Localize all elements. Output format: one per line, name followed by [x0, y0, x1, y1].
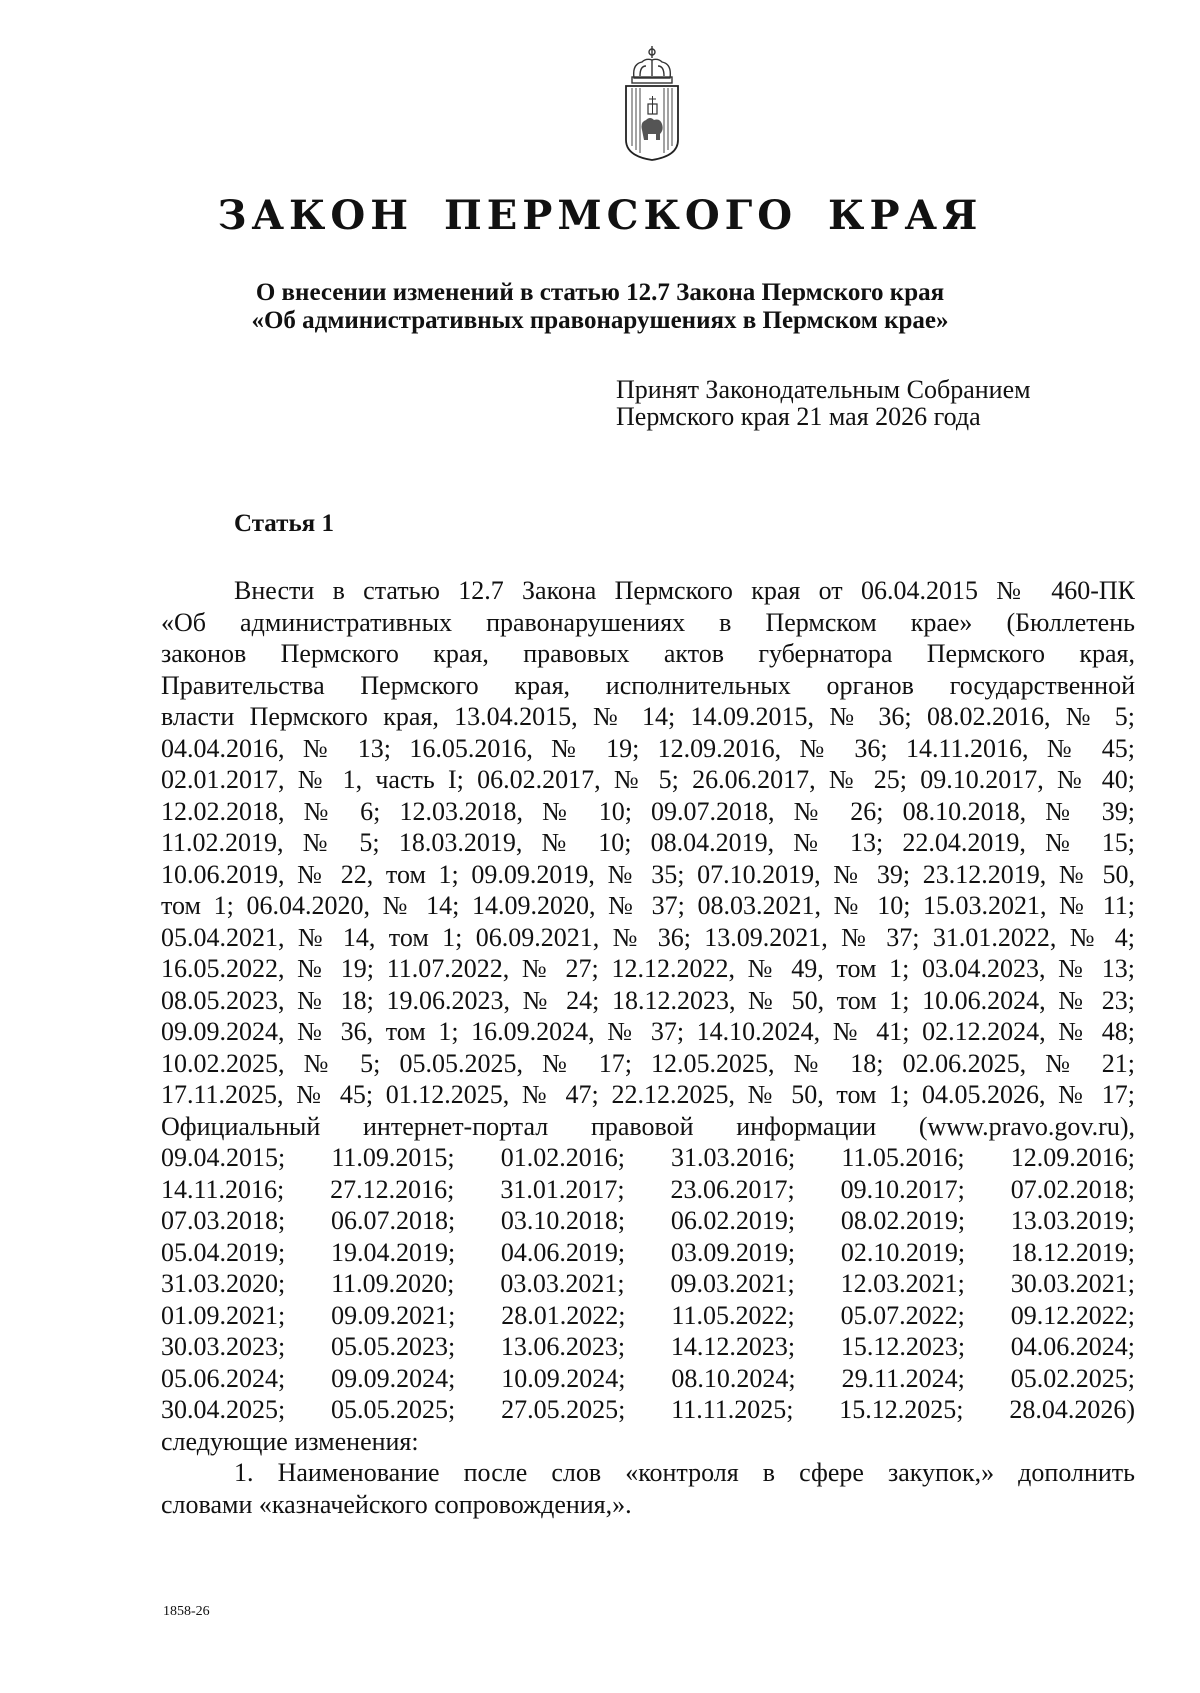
- article-heading: Статья 1: [234, 510, 334, 537]
- text-line: 30.03.2023; 05.05.2023; 13.06.2023; 14.12.2023; 15.12.2023; 04.06.2024;: [161, 1332, 1135, 1361]
- adoption-line: Принят Законодательным Собранием: [616, 375, 1031, 404]
- text-line: Внести в статью 12.7 Закона Пермского края от 06.04.2015 № 460-ПК: [234, 576, 1135, 605]
- list-item: 1. Наименование после слов «контроля в сфере закупок,» дополнить: [234, 1458, 1135, 1487]
- adoption-note: [616, 376, 1031, 430]
- text-line: законов Пермского края, правовых актов губернатора Пермского края,: [161, 639, 1135, 668]
- text-line: 09.09.2024, № 36, том 1; 16.09.2024, № 37; 14.10.2024, № 41; 02.12.2024, № 48;: [161, 1017, 1135, 1046]
- text-line: 30.04.2025; 05.05.2025; 27.05.2025; 11.11.2025; 15.12.2025; 28.04.2026): [161, 1395, 1135, 1424]
- document-subtitle: [150, 279, 1050, 335]
- subtitle-line: «Об административных правонарушениях в Пермском крае»: [251, 307, 949, 334]
- text-line: словами «казначейского сопровождения,».: [161, 1489, 632, 1519]
- subtitle-line: О внесении изменений в статью 12.7 Закона Пермского края: [255, 279, 945, 306]
- text-line: 10.06.2019, № 22, том 1; 09.09.2019, № 35; 07.10.2019, № 39; 23.12.2019, № 50,: [161, 859, 1135, 889]
- text-line: «Об административных правонарушениях в Пермском крае» (Бюллетень: [161, 607, 1135, 637]
- text-line: 17.11.2025, № 45; 01.12.2025, № 47; 22.12.2025, № 50, том 1; 04.05.2026, № 17;: [161, 1080, 1135, 1109]
- text-line: 14.11.2016; 27.12.2016; 31.01.2017; 23.06.2017; 09.10.2017; 07.02.2018;: [161, 1174, 1135, 1204]
- text-line: 05.04.2021, № 14, том 1; 06.09.2021, № 36; 13.09.2021, № 37; 31.01.2022, № 4;: [161, 922, 1135, 952]
- text-line: 05.04.2019; 19.04.2019; 04.06.2019; 03.09.2019; 02.10.2019; 18.12.2019;: [161, 1237, 1135, 1267]
- text-line: Правительства Пермского края, исполнительных органов государственной: [161, 670, 1135, 700]
- text-line: 16.05.2022, № 19; 11.07.2022, № 27; 12.12.2022, № 49, том 1; 03.04.2023, № 13;: [161, 954, 1135, 983]
- article-body: [161, 575, 1135, 1520]
- text-line: 09.04.2015; 11.09.2015; 01.02.2016; 31.03.2016; 11.05.2016; 12.09.2016;: [161, 1143, 1135, 1172]
- text-line: власти Пермского края, 13.04.2015, № 14; 14.09.2015, № 36; 08.02.2016, № 5;: [161, 702, 1135, 731]
- text-line: 05.06.2024; 09.09.2024; 10.09.2024; 08.10.2024; 29.11.2024; 05.02.2025;: [161, 1363, 1135, 1393]
- adoption-line: Пермского края 21 мая 2026 года: [616, 402, 981, 431]
- text-line: 04.04.2016, № 13; 16.05.2016, № 19; 12.09.2016, № 36; 14.11.2016, № 45;: [161, 733, 1135, 763]
- text-line: 02.01.2017, № 1, часть I; 06.02.2017, № 5; 26.06.2017, № 25; 09.10.2017, № 40;: [161, 765, 1135, 794]
- text-line: 31.03.2020; 11.09.2020; 03.03.2021; 09.03.2021; 12.03.2021; 30.03.2021;: [161, 1269, 1135, 1298]
- document-code: 1858-26: [163, 1604, 210, 1619]
- text-line: том 1; 06.04.2020, № 14; 14.09.2020, № 37; 08.03.2021, № 10; 15.03.2021, № 11;: [161, 891, 1135, 920]
- text-line: 10.02.2025, № 5; 05.05.2025, № 17; 12.05.2025, № 18; 02.06.2025, № 21;: [161, 1048, 1135, 1078]
- document-title: ЗАКОН ПЕРМСКОГО КРАЯ: [217, 192, 983, 239]
- text-line: 07.03.2018; 06.07.2018; 03.10.2018; 06.02.2019; 08.02.2019; 13.03.2019;: [161, 1206, 1135, 1235]
- text-line: следующие изменения:: [161, 1426, 419, 1456]
- perm-krai-coat-of-arms-icon: [620, 44, 684, 162]
- text-line: 01.09.2021; 09.09.2021; 28.01.2022; 11.05.2022; 05.07.2022; 09.12.2022;: [161, 1300, 1135, 1330]
- text-line: 11.02.2019, № 5; 18.03.2019, № 10; 08.04.2019, № 13; 22.04.2019, № 15;: [161, 828, 1135, 857]
- text-line: 08.05.2023, № 18; 19.06.2023, № 24; 18.12.2023, № 50, том 1; 10.06.2024, № 23;: [161, 985, 1135, 1015]
- text-line: 12.02.2018, № 6; 12.03.2018, № 10; 09.07.2018, № 26; 08.10.2018, № 39;: [161, 796, 1135, 826]
- text-line: Официальный интернет-портал правовой информации (www.pravo.gov.ru),: [161, 1111, 1135, 1141]
